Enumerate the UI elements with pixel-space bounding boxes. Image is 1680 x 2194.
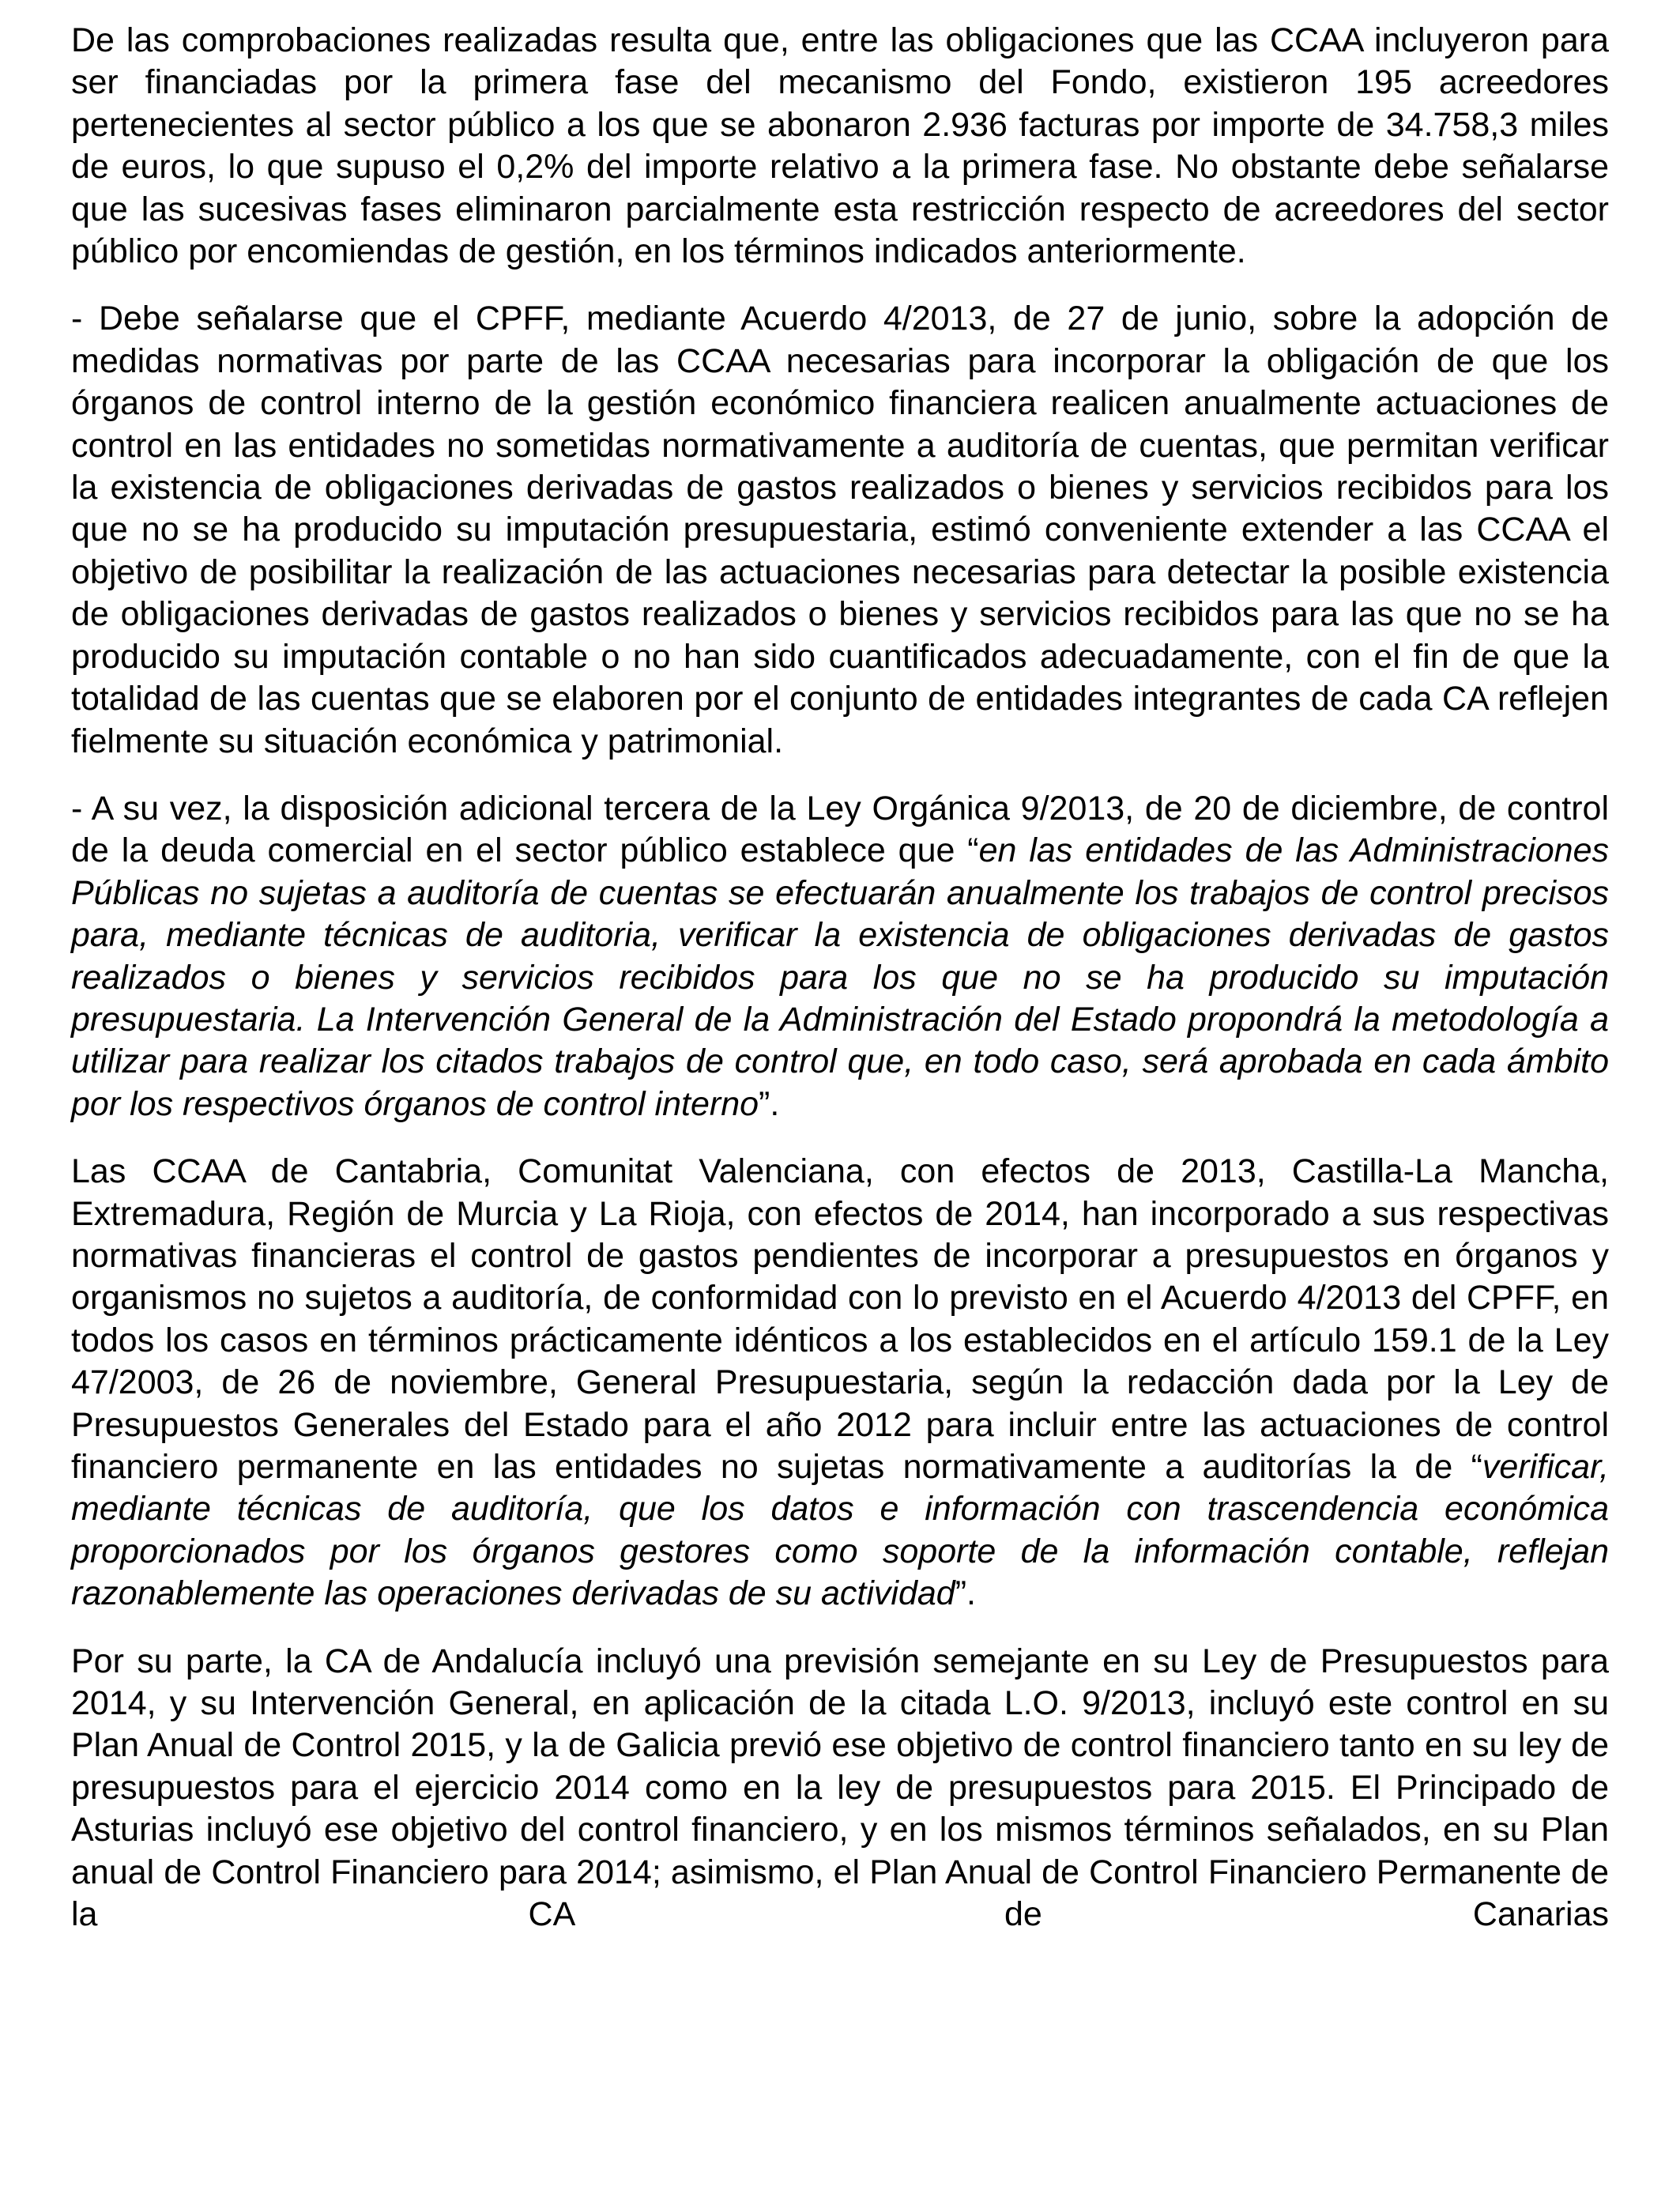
paragraph-ccaa-normativas-intro: Las CCAA de Cantabria, Comunitat Valenciana, con efectos de 2013, Castilla-La Mancha, Extremadura, Región de Murcia y La Rioja, con efectos de 2014, han incorporado a sus respectivas normativas financieras el control de gastos pendientes de incorporar a presupuestos en órganos y organismos no sujetos a auditoría, de conformidad con lo previsto en el Acuerdo 4/2013 del CPFF, en todos los casos en términos prácticamente idénticos a los establecidos en el artículo 159.1 de la Ley 47/2003, de 26 de noviembre, General Presupuestaria, según la redacción dada por la Ley de Presupuestos Generales del Estado para el año 2012 para incluir entre las actuaciones de control financiero permanente en las entidades no sujetas normativamente a auditorías la de “ bbox=[71, 1152, 1609, 1486]
paragraph-ccaa-normativas-closing: ”. bbox=[955, 1574, 976, 1613]
paragraph-ley-organica-quote: en las entidades de las Administraciones Públicas no sujetas a auditoría de cuentas se efectuarán anualmente los trabajos de control precisos para, mediante técnicas de auditoria, verificar la existencia de obligaciones derivadas de gastos realizados o bienes y servicios recibidos para los que no se ha producido su imputación presupuestaria. La Intervención General de la Administración del Estado propondrá la metodología a utilizar para realizar los citados trabajos de control que, en todo caso, será aprobada en cada ámbito por los respectivos órganos de control interno bbox=[71, 831, 1609, 1123]
paragraph-comprobaciones: De las comprobaciones realizadas resulta que, entre las obligaciones que las CCAA incluyeron para ser financiadas por la primera fase del mecanismo del Fondo, existieron 195 acreedores pertenecientes al sector público a los que se abonaron 2.936 facturas por importe de 34.758,3 miles de euros, lo que supuso el 0,2% del importe relativo a la primera fase. No obstante debe señalarse que las sucesivas fases eliminaron parcialmente esta restricción respecto de acreedores del sector público por encomiendas de gestión, en los términos indicados anteriormente. bbox=[71, 21, 1609, 271]
paragraph-ccaa-normativas bbox=[71, 1151, 1609, 1615]
paragraph-ley-organica bbox=[71, 788, 1609, 1125]
paragraph-acuerdo-cpff: - Debe señalarse que el CPFF, mediante Acuerdo 4/2013, de 27 de junio, sobre la adopción de medidas normativas por parte de las CCAA necesarias para incorporar la obligación de que los órganos de control interno de la gestión económico financiera realicen anualmente actuaciones de control en las entidades no sometidas normativamente a auditoría de cuentas, que permitan verificar la existencia de obligaciones derivadas de gastos realizados o bienes y servicios recibidos para los que no se ha producido su imputación presupuestaria, estimó conveniente extender a las CCAA el objetivo de posibilitar la realización de las actuaciones necesarias para detectar la posible existencia de obligaciones derivadas de gastos realizados o bienes y servicios recibidos para las que no se ha producido su imputación contable o no han sido cuantificados adecuadamente, con el fin de que la totalidad de las cuentas que se elaboren por el conjunto de entidades integrantes de cada CA reflejen fielmente su situación económica y patrimonial. bbox=[71, 300, 1609, 760]
paragraph-ccaa-normativas-quote: verificar, mediante técnicas de auditoría, que los datos e información con trascendencia económica proporcionados por los órganos gestores como soporte de la información contable, reflejan razonablemente las operaciones derivadas de su actividad bbox=[71, 1448, 1609, 1613]
paragraph-andalucia: Por su parte, la CA de Andalucía incluyó una previsión semejante en su Ley de Presupuestos para 2014, y su Intervención General, en aplicación de la citada L.O. 9/2013, incluyó este control en su Plan Anual de Control 2015, y la de Galicia previó ese objetivo de control financiero tanto en su ley de presupuestos para el ejercicio 2014 como en la ley de presupuestos para 2015. El Principado de Asturias incluyó ese objetivo del control financiero, y en los mismos términos señalados, en su Plan anual de Control Financiero para 2014; asimismo, el Plan Anual de Control Financiero Permanente de la CA de Canarias bbox=[71, 1642, 1609, 1934]
paragraph-ley-organica-closing: ”. bbox=[759, 1084, 780, 1123]
paragraph-ley-organica-intro: - A su vez, la disposición adicional tercera de la Ley Orgánica 9/2013, de 20 de diciembre, de control de la deuda comercial en el sector público establece que “ bbox=[71, 789, 1609, 870]
